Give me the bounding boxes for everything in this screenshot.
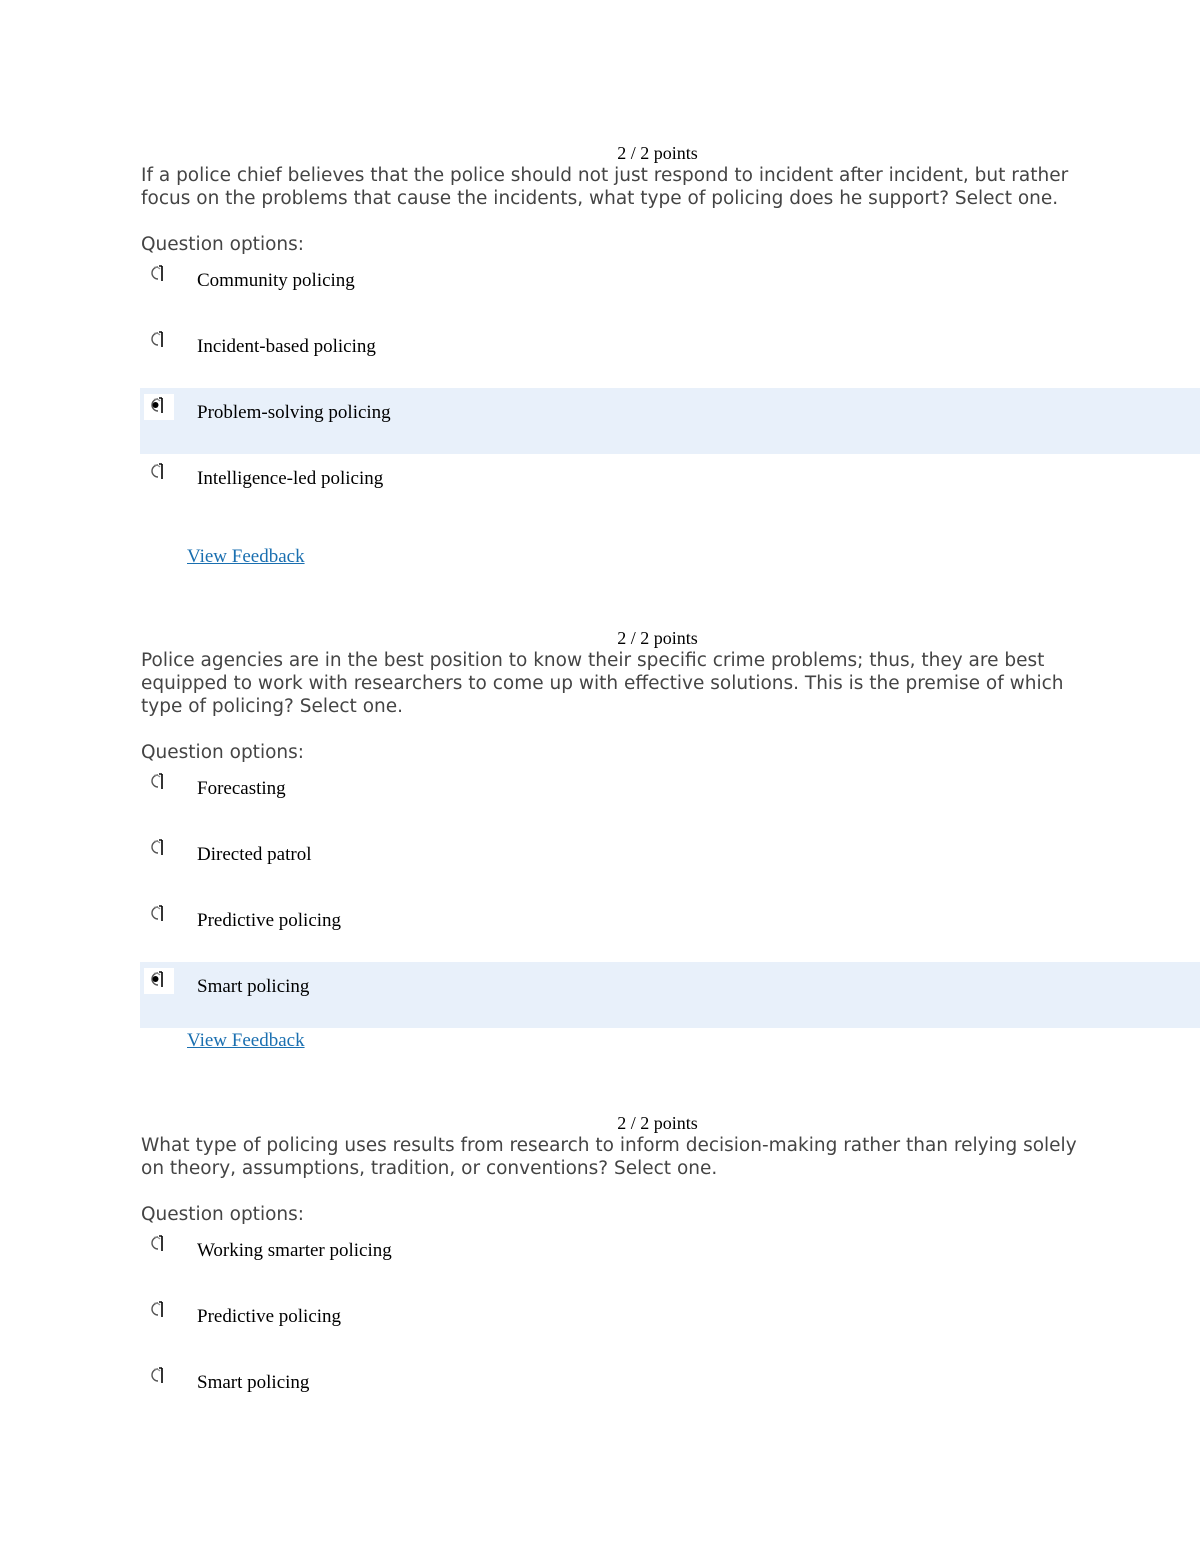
question-1-text: If a police chief believes that the police should not just respond to incident after incident, but rather focus on the problems that cause the incidents, what type of policing does he support? Select one. bbox=[141, 165, 1069, 209]
question-2-text: Police agencies are in the best position to know their specific crime problems; thus, they are best equipped to work with researchers to come up with effective solutions. This is the premise of which type of policing? Select one. bbox=[141, 650, 1064, 717]
radio-button-icon[interactable] bbox=[144, 262, 174, 288]
option-problem-solving-policing[interactable] bbox=[140, 388, 1200, 454]
radio-selected-icon[interactable] bbox=[144, 968, 174, 994]
option-directed-patrol[interactable] bbox=[140, 830, 1200, 896]
radio-button-icon[interactable] bbox=[144, 770, 174, 796]
radio-button-icon[interactable] bbox=[144, 1364, 174, 1390]
question-1-options bbox=[140, 256, 1200, 520]
view-feedback-link[interactable]: View Feedback bbox=[187, 1030, 305, 1051]
radio-selected-icon[interactable] bbox=[144, 394, 174, 420]
question-3 bbox=[140, 1112, 1200, 1424]
question-2-options bbox=[140, 764, 1200, 1028]
option-label: Predictive policing bbox=[197, 1306, 342, 1327]
option-intelligence-led-policing[interactable] bbox=[140, 454, 1200, 520]
question-3-points: 2 / 2 points bbox=[617, 1113, 698, 1133]
question-2 bbox=[140, 627, 1200, 1051]
option-label: Intelligence-led policing bbox=[197, 468, 384, 489]
question-3-options bbox=[140, 1226, 1200, 1424]
radio-button-icon[interactable] bbox=[144, 1298, 174, 1324]
question-3-options-label: Question options: bbox=[141, 1204, 304, 1225]
radio-button-icon[interactable] bbox=[144, 1232, 174, 1258]
question-2-options-label: Question options: bbox=[141, 742, 304, 763]
radio-button-icon[interactable] bbox=[144, 328, 174, 354]
option-working-smarter-policing[interactable] bbox=[140, 1226, 1200, 1292]
option-incident-based-policing[interactable] bbox=[140, 322, 1200, 388]
option-label: Incident-based policing bbox=[197, 336, 376, 357]
option-community-policing[interactable] bbox=[140, 256, 1200, 322]
question-1 bbox=[140, 142, 1200, 567]
option-label: Directed patrol bbox=[197, 844, 312, 865]
option-forecasting[interactable] bbox=[140, 764, 1200, 830]
radio-button-icon[interactable] bbox=[144, 460, 174, 486]
option-smart-policing[interactable] bbox=[140, 1358, 1200, 1424]
question-3-text: What type of policing uses results from research to inform decision-making rather than relying solely on theory, assumptions, tradition, or conventions? Select one. bbox=[141, 1135, 1077, 1179]
option-label: Smart policing bbox=[197, 1372, 310, 1393]
option-label: Community policing bbox=[197, 270, 355, 291]
question-1-options-label: Question options: bbox=[141, 234, 304, 255]
option-label: Predictive policing bbox=[197, 910, 342, 931]
option-smart-policing[interactable] bbox=[140, 962, 1200, 1028]
radio-button-icon[interactable] bbox=[144, 902, 174, 928]
option-label: Problem-solving policing bbox=[197, 402, 391, 423]
question-2-points: 2 / 2 points bbox=[617, 628, 698, 648]
option-predictive-policing[interactable] bbox=[140, 1292, 1200, 1358]
question-1-points: 2 / 2 points bbox=[617, 143, 698, 163]
option-label: Forecasting bbox=[197, 778, 286, 799]
view-feedback-link[interactable]: View Feedback bbox=[187, 546, 305, 567]
option-label: Smart policing bbox=[197, 976, 310, 997]
option-label: Working smarter policing bbox=[197, 1240, 392, 1261]
option-predictive-policing[interactable] bbox=[140, 896, 1200, 962]
radio-button-icon[interactable] bbox=[144, 836, 174, 862]
